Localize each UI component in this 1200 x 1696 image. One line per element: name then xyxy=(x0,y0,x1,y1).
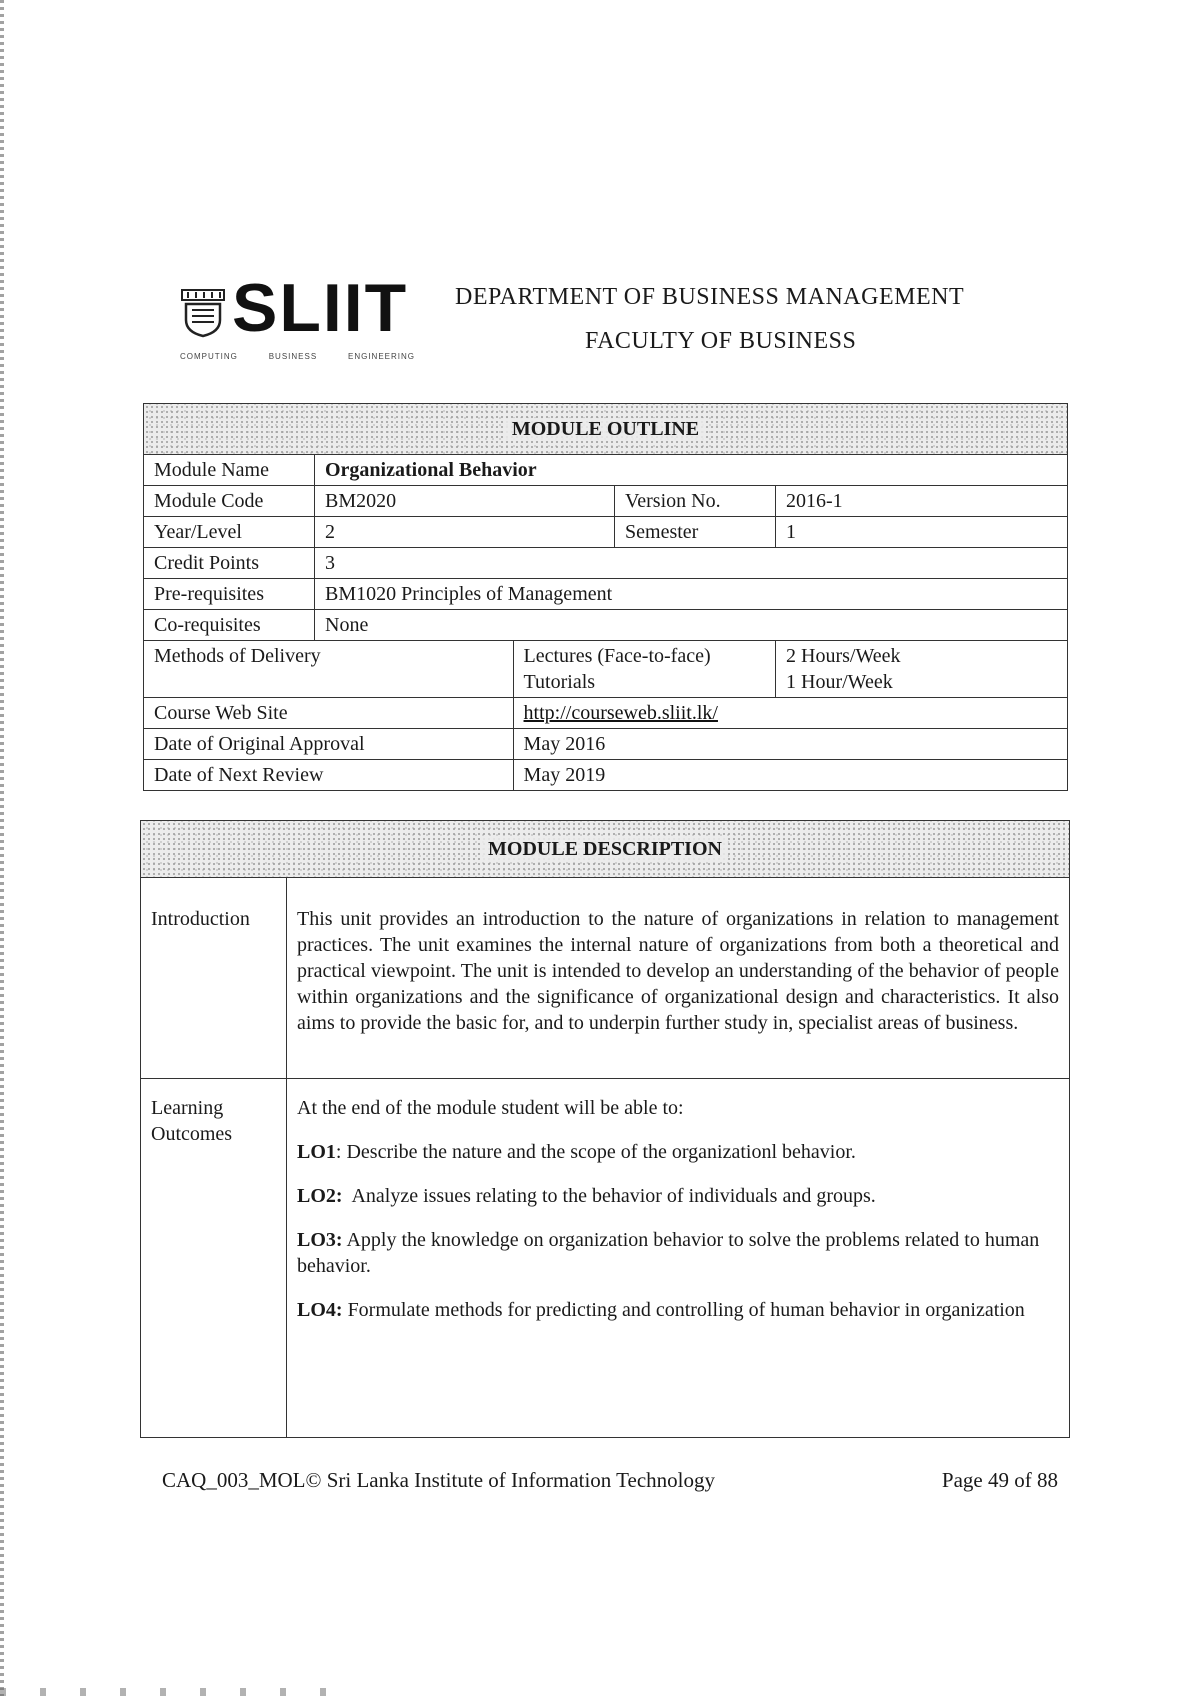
prereq-value: BM1020 Principles of Management xyxy=(315,579,1068,610)
intro-label: Introduction xyxy=(141,878,287,1079)
crest-icon xyxy=(180,288,226,338)
module-outline-table xyxy=(143,403,1068,791)
scan-edge-marks xyxy=(0,0,4,1696)
description-title: MODULE DESCRIPTION xyxy=(141,821,1070,878)
method-hours: 1 Hour/Week xyxy=(786,671,893,693)
lo-code: LO1 xyxy=(297,1141,336,1163)
version-value: 2016-1 xyxy=(776,486,1068,517)
coreq-value: None xyxy=(315,610,1068,641)
lo-code: LO3: xyxy=(297,1229,343,1251)
learning-outcome xyxy=(297,1139,1059,1165)
coreq-label: Co-requisites xyxy=(144,610,315,641)
module-name-value: Organizational Behavior xyxy=(315,455,1068,486)
lo-content xyxy=(287,1079,1070,1438)
website-cell xyxy=(513,698,1067,729)
review-value: May 2019 xyxy=(513,760,1067,791)
year-label: Year/Level xyxy=(144,517,315,548)
module-description-table xyxy=(140,820,1070,1438)
methods-label: Methods of Delivery xyxy=(144,641,514,698)
method-hours: 2 Hours/Week xyxy=(786,645,901,667)
logo-tagline xyxy=(180,352,415,361)
lo-label: Learning Outcomes xyxy=(141,1079,287,1438)
lo-text: : Describe the nature and the scope of the organizationl behavior. xyxy=(335,1141,856,1163)
lo-intro: At the end of the module student will be able to: xyxy=(297,1097,684,1119)
semester-label: Semester xyxy=(615,517,776,548)
approval-value: May 2016 xyxy=(513,729,1067,760)
lo-code: LO2: xyxy=(297,1185,343,1207)
lo-text: Formulate methods for predicting and controlling of human behavior in organization xyxy=(342,1299,1025,1321)
prereq-label: Pre-requisites xyxy=(144,579,315,610)
scan-bottom-marks xyxy=(0,1688,330,1696)
tagline-word: BUSINESS xyxy=(268,352,318,361)
review-label: Date of Next Review xyxy=(144,760,514,791)
lo-text: Apply the knowledge on organization behavior to solve the problems related to human behavior. xyxy=(297,1229,1040,1277)
department-heading: DEPARTMENT OF BUSINESS MANAGEMENT xyxy=(455,284,965,310)
outline-title: MODULE OUTLINE xyxy=(144,404,1068,455)
course-website-link[interactable]: http://courseweb.sliit.lk/ xyxy=(523,702,718,724)
method-item: Lectures (Face-to-face) xyxy=(523,645,711,667)
faculty-heading: FACULTY OF BUSINESS xyxy=(585,328,857,354)
tagline-word: ENGINEERING xyxy=(347,352,415,361)
learning-outcome xyxy=(297,1183,1059,1209)
module-name-label: Module Name xyxy=(144,455,315,486)
footer-copyright: CAQ_003_MOL© Sri Lanka Institute of Information Technology xyxy=(162,1468,716,1492)
methods-list xyxy=(513,641,775,698)
module-code-label: Module Code xyxy=(144,486,315,517)
intro-text xyxy=(287,878,1070,1079)
intro-paragraph: This unit provides an introduction to the nature of organizations in relation to management practices. The unit examines the internal nature of organizations from both a theoretical and practical viewpoint. The unit is intended to develop an understanding of the behavior of people within organizations and the significance of organizational design and characteristics. It also aims to provide the basic for, and to underpin further study in, specialist areas of business. xyxy=(297,908,1059,1034)
logo-wordmark: SLIIT xyxy=(232,270,409,346)
lo-text: Analyze issues relating to the behavior of individuals and groups. xyxy=(342,1185,876,1207)
tagline-word: COMPUTING xyxy=(180,352,238,361)
year-value: 2 xyxy=(315,517,615,548)
methods-hours xyxy=(776,641,1068,698)
credit-value: 3 xyxy=(315,548,1068,579)
page-number: Page 49 of 88 xyxy=(941,1468,1058,1492)
module-code-value: BM2020 xyxy=(315,486,615,517)
version-label: Version No. xyxy=(615,486,776,517)
sliit-logo xyxy=(180,270,415,367)
method-item: Tutorials xyxy=(523,671,596,693)
website-label: Course Web Site xyxy=(144,698,514,729)
credit-label: Credit Points xyxy=(144,548,315,579)
learning-outcome xyxy=(297,1297,1059,1323)
lo-code: LO4: xyxy=(297,1299,343,1321)
learning-outcome xyxy=(297,1227,1059,1279)
semester-value: 1 xyxy=(776,517,1068,548)
approval-label: Date of Original Approval xyxy=(144,729,514,760)
